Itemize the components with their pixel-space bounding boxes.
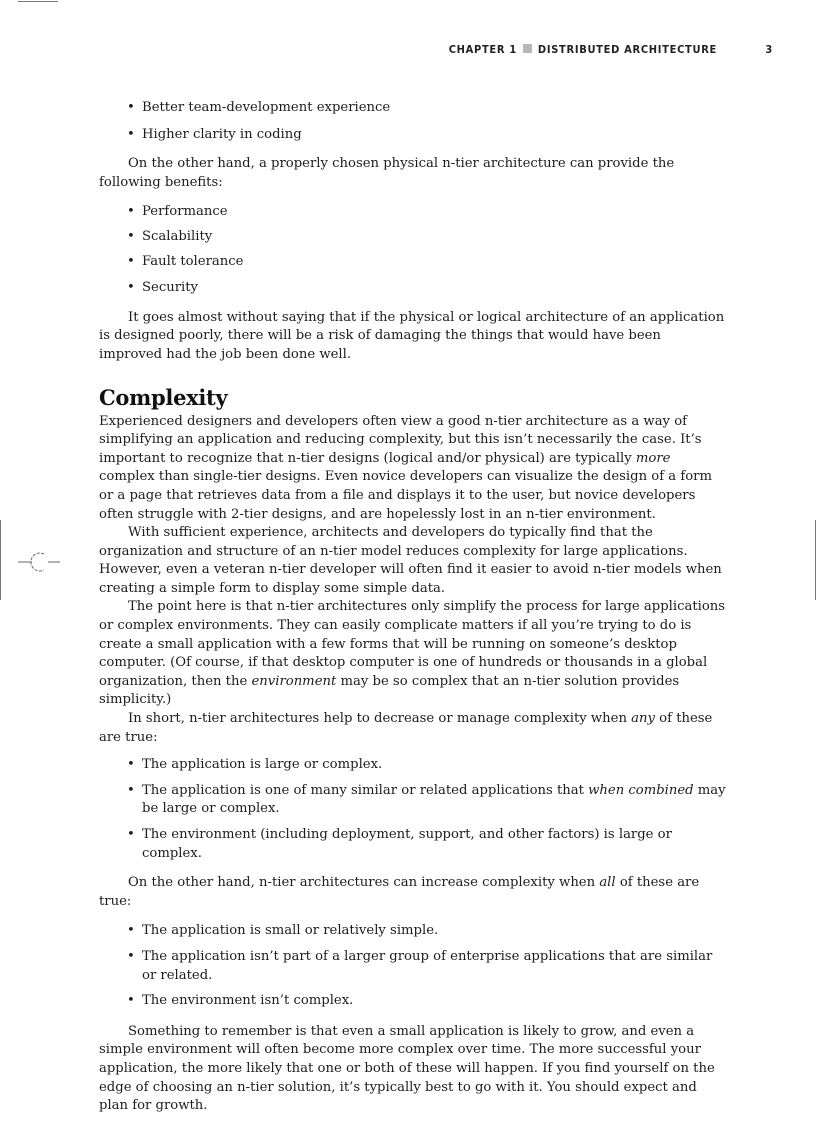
list-item: • The environment isn’t complex.	[99, 992, 727, 1011]
list-item: • The application is small or relatively simple.	[99, 922, 727, 941]
list-item: • The environment (including deployment, support, and other factors) is large or complex.	[127, 827, 672, 861]
bullet-list	[99, 756, 727, 863]
paragraph: On the other hand, n-tier architectures can increase complexity when all of these are true:	[99, 875, 700, 909]
bullet-icon: •	[127, 126, 135, 142]
paragraph: The point here is that n-tier architectures only simplify the process for large applications or complex environments. They can easily complicate matters if all you’re trying to do is create a small application with a few forms that will be running on someone’s desktop computer. (Of course, if that desktop computer is one of hundreds or thousands in a global organization, then the environment may be so complex that an n-tier solution provides simplicity.)	[99, 599, 726, 708]
registration-mark-icon	[18, 550, 60, 574]
bullet-icon: •	[127, 948, 135, 964]
bullet-icon: •	[127, 280, 135, 296]
list-item: • Fault tolerance	[99, 253, 727, 272]
paragraph: Experienced designers and developers often view a good n-tier architecture as a way of simplifying an application and reducing complexity, but this isn’t necessarily the case. It’s important to recognize that n-tier designs (logical and/or physical) are typically more complex than single-tier designs. Even novice developers can visualize the design of a form or a page that retrieves data from a file and displays it to the user, but novice developers often struggle with 2-tier designs, and are hopelessly lost in an n-tier environment.	[99, 413, 712, 522]
bullet-icon: •	[127, 253, 135, 269]
header-chapter-title: CHAPTER 1 DISTRIBUTED ARCHITECTURE	[448, 43, 717, 56]
bullet-icon: •	[127, 100, 135, 115]
list-item: • Scalability	[99, 228, 727, 247]
paragraph: In short, n-tier architectures help to decrease or manage complexity when any of these are true:	[99, 711, 713, 745]
header-separator-icon	[523, 44, 532, 53]
running-header	[99, 43, 773, 59]
list-item: • Higher clarity in coding	[99, 126, 727, 145]
bullet-list	[99, 203, 727, 297]
bullet-icon: •	[127, 782, 135, 798]
bullet-icon: •	[127, 228, 135, 244]
list-item: • Security	[99, 279, 727, 298]
list-item: • The application is large or complex.	[99, 756, 727, 775]
bullet-icon: •	[127, 827, 135, 842]
list-item: • Better team-development experience	[99, 99, 727, 118]
paragraph: On the other hand, a properly chosen physical n-tier architecture can provide the following benefits:	[99, 156, 675, 190]
page-number: 3	[765, 43, 773, 56]
crop-mark-left	[0, 520, 1, 600]
list-item: • The application isn’t part of a larger group of enterprise applications that are similar or related.	[127, 948, 713, 983]
paragraph: With sufficient experience, architects and developers do typically find that the organization and structure of an n-tier model reduces complexity for large applications. However, even a veteran n-tier developer will often find it easier to avoid n-tier models when creating a simple form to display some simple data.	[99, 525, 722, 596]
bullet-list	[99, 922, 727, 1010]
section-heading: Complexity	[99, 384, 228, 410]
list-item: • Performance	[99, 203, 727, 222]
bullet-icon: •	[127, 757, 135, 773]
bullet-icon: •	[127, 923, 135, 939]
paragraph: Something to remember is that even a small application is likely to grow, and even a simple environment will often become more complex over time. The more successful your application, the more likely that one or both of these will happen. If you find yourself on the edge of choosing an n-tier solution, it’s typically best to go with it. You should expect and plan for growth.	[99, 1023, 715, 1114]
list-item: • The application is one of many similar or related applications that when combined may be large or complex.	[127, 782, 726, 817]
bullet-icon: •	[127, 993, 135, 1009]
paragraph: It goes almost without saying that if the physical or logical architecture of an application is designed poorly, there will be a risk of damaging the things that would have been improved had the job been done well.	[99, 309, 725, 362]
bullet-icon: •	[127, 204, 135, 220]
bullet-list	[99, 99, 727, 144]
page-body	[99, 97, 727, 1116]
crop-mark-top	[18, 1, 58, 2]
